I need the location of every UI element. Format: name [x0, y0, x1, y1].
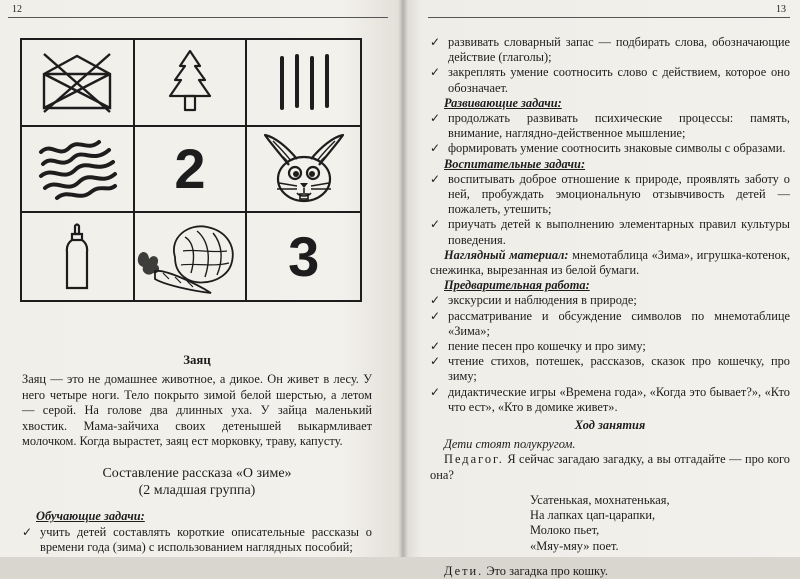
- mnemo-cell: [247, 127, 360, 214]
- list-item: ✓ дидактические игры «Времена года», «Когда это бывает?», «Кто что ест», «Кто в домике живет».: [430, 385, 790, 415]
- fir-tree-icon: [162, 48, 218, 116]
- preliminary-work-list: [430, 293, 790, 415]
- teacher-line: [430, 452, 790, 482]
- course-heading: Ход занятия: [574, 418, 646, 433]
- lesson-subtitle: (2 младшая группа): [138, 483, 256, 499]
- list-item: ✓ пение песен про кошечку и про зиму;: [430, 339, 790, 354]
- lesson-title: Составление рассказа «О зиме»: [102, 466, 292, 482]
- vertical-lines-icon: [274, 52, 334, 112]
- list-item: ✓ воспитывать доброе отношение к природе, проявлять заботу о ней, пробуждать эмоциональную отзывчивость детей — пожалеть, утешить;: [430, 172, 790, 218]
- teacher-line-text: Я сейчас загадаю загадку, а вы отгадайте — про кого она?: [430, 452, 790, 482]
- list-item: ✓ развивать словарный запас — подбирать слова, обозначающие действие (глаголы);: [430, 35, 790, 65]
- speaker-teacher: Педагог.: [444, 452, 504, 467]
- wavy-lines-icon: [37, 136, 117, 202]
- crossed-house-icon: [40, 50, 114, 114]
- mnemo-cell: [22, 40, 135, 127]
- speaker-children: Дети.: [444, 563, 484, 578]
- header-rule-left: [8, 17, 388, 18]
- poem-line: На лапках цап-царапки,: [530, 508, 656, 523]
- mnemo-cell: [135, 127, 248, 214]
- page-number-right: 13: [776, 4, 786, 15]
- developing-tasks-heading: Развивающие задачи:: [444, 95, 562, 110]
- list-item: ✓ приучать детей к выполнению элементарных правил культуры поведения.: [430, 217, 790, 247]
- book-gutter: [398, 0, 408, 557]
- left-text-block: [22, 353, 372, 556]
- right-text-block: [430, 35, 790, 579]
- visual-material: [430, 248, 790, 278]
- poem-line: Молоко пьет,: [530, 523, 600, 538]
- left-page: [0, 0, 402, 557]
- hare-face-icon: [259, 131, 349, 207]
- teaching-tasks-continued: [430, 35, 790, 96]
- list-item: ✓ учить детей составлять короткие описательные рассказы о времени года (зима) с использованием наглядных пособий;: [22, 525, 372, 556]
- developing-tasks-list: [430, 111, 790, 157]
- bottle-icon: [62, 222, 92, 292]
- poem-line: «Мяу-мяу» поет.: [530, 538, 619, 553]
- mnemo-cell: [247, 213, 360, 300]
- mnemotable-grid: [20, 38, 362, 302]
- section-title: Заяц: [183, 353, 211, 367]
- list-item: ✓ рассматривание и обсуждение символов по мнемотаблице «Зима»;: [430, 309, 790, 339]
- hare-description: Заяц — это не домашнее животное, а дикое. Он живет в лесу. У него четыре ноги. Тело покрыто зимой белой шерстью, а летом — серой. На голове два длинных уха. У зайца маленький хвостик. Мама-зайчиха своих детенышей выкармливает молочком. Когда вырастет, заяц ест морковку, траву, капусту.: [22, 372, 372, 449]
- list-item: ✓ продолжать развивать психические процессы: память, внимание, наглядно-действенное мышление;: [430, 111, 790, 141]
- list-item: ✓ экскурсии и наблюдения в природе;: [430, 293, 790, 308]
- list-item: ✓ закреплять умение соотносить слово с действием, которое оно обозначает.: [430, 65, 790, 95]
- educational-tasks-list: [430, 172, 790, 248]
- visual-material-text: мнемотаблица «Зима», игрушка-котенок, снежинка, вырезанная из белой бумаги.: [430, 247, 790, 278]
- mnemo-cell: [135, 213, 248, 300]
- teaching-tasks-list: [22, 525, 372, 556]
- mnemo-cell: [22, 127, 135, 214]
- preliminary-work-heading: Предварительная работа:: [444, 278, 590, 293]
- mnemo-number: 2: [174, 136, 206, 200]
- poem-line: Усатенькая, мохнатенькая,: [530, 492, 670, 507]
- cabbage-carrot-icon: [135, 217, 245, 297]
- page-number-left: 12: [12, 4, 22, 15]
- list-item: ✓ формировать умение соотносить знаковые символы с образами.: [430, 141, 790, 156]
- visual-material-label: Наглядный материал:: [444, 247, 569, 262]
- riddle-poem: [530, 493, 790, 554]
- mnemo-cell: [135, 40, 248, 127]
- mnemo-cell: [247, 40, 360, 127]
- educational-tasks-heading: Воспитательные задачи:: [444, 156, 586, 171]
- header-rule-right: [428, 17, 790, 18]
- stage-direction: Дети стоят полукругом.: [444, 437, 576, 452]
- list-item: ✓ чтение стихов, потешек, рассказов, сказок про кошечку, про зиму;: [430, 354, 790, 384]
- teaching-tasks-heading: Обучающие задачи:: [36, 509, 145, 524]
- mnemo-cell: [22, 213, 135, 300]
- children-line: [430, 564, 790, 579]
- children-line-text: Это загадка про кошку.: [486, 563, 608, 578]
- mnemo-number: 3: [288, 224, 320, 288]
